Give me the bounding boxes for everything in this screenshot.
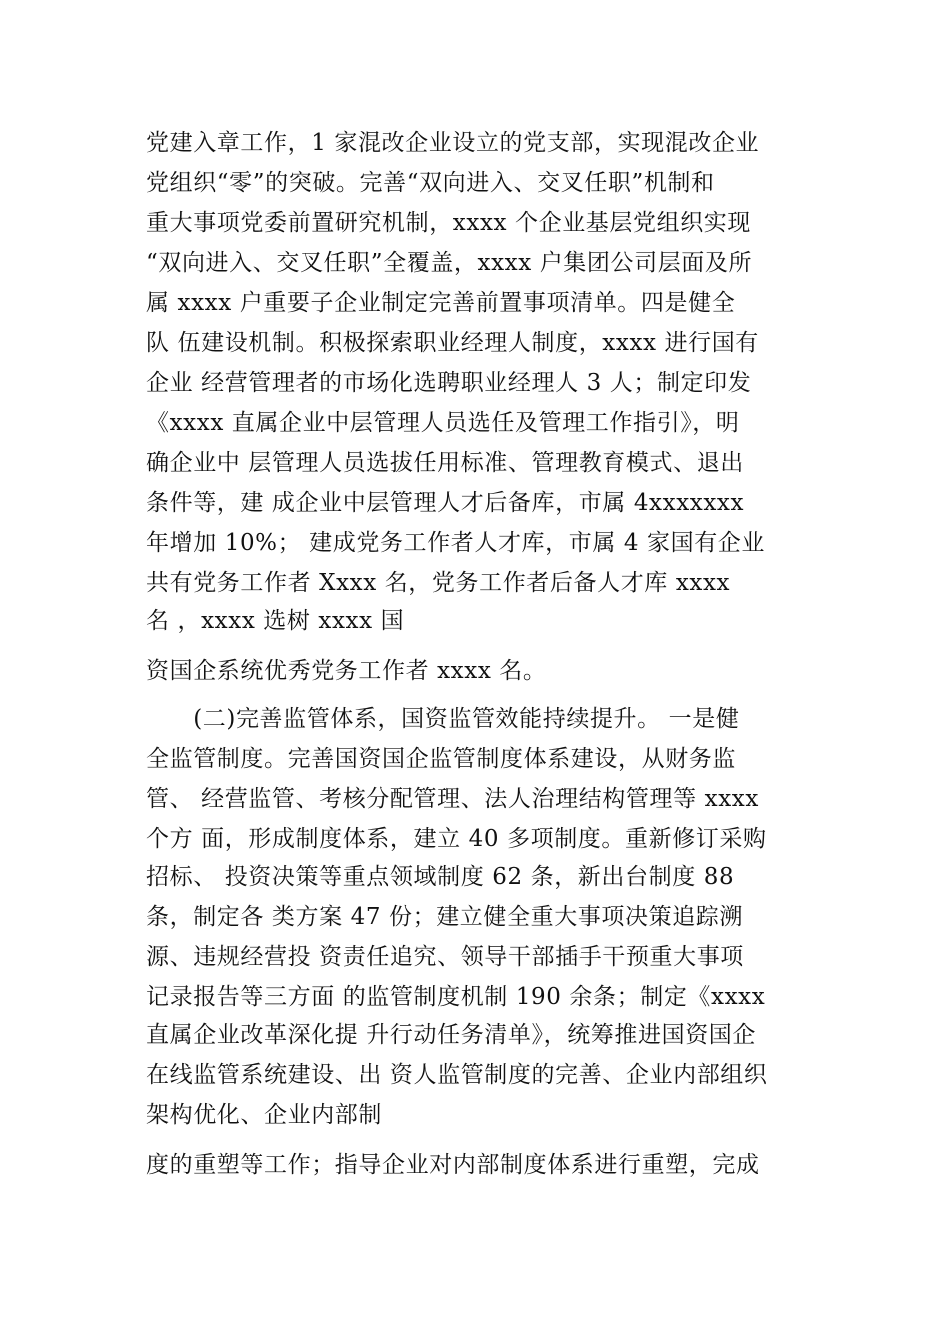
text-line: 架构优化、企业内部制 bbox=[146, 1102, 382, 1128]
text-line: 条，制定各 类方案 47 份；建立健全重大事项决策追踪溯 bbox=[146, 904, 743, 930]
text-line: 年增加 10%； 建成党务工作者人才库，市属 4 家国有企业 bbox=[146, 530, 765, 556]
text-line: 名 ，xxxx 选树 xxxx 国 bbox=[146, 608, 405, 634]
text-line: 党组织“零”的突破。完善“双向进入、交叉任职”机制和 bbox=[146, 170, 715, 196]
text-line: 招标、 投资决策等重点领域制度 62 条，新出台制度 88 bbox=[146, 864, 735, 890]
section-heading-line: (二)完善监管体系，国资监管效能持续提升。 一是健 bbox=[146, 706, 740, 732]
text-line: 队 伍建设机制。积极探索职业经理人制度，xxxx 进行国有 bbox=[146, 330, 759, 356]
text-line: 企业 经营管理者的市场化选聘职业经理人 3 人；制定印发 bbox=[146, 370, 752, 396]
text-line: 个方 面，形成制度体系，建立 40 多项制度。重新修订采购 bbox=[146, 826, 767, 852]
text-line: 重大事项党委前置研究机制，xxxx 个企业基层党组织实现 bbox=[146, 210, 751, 236]
text-line: 直属企业改革深化提 升行动任务清单》，统筹推进国资国企 bbox=[146, 1022, 757, 1048]
text-line: 确企业中 层管理人员选拔任用标准、管理教育模式、退出 bbox=[146, 450, 744, 476]
text-line: 源、违规经营投 资责任追究、领导干部插手干预重大事项 bbox=[146, 944, 744, 970]
text-line: 共有党务工作者 Xxxx 名，党务工作者后备人才库 xxxx bbox=[146, 570, 731, 596]
text-line: 管、 经营监管、考核分配管理、法人治理结构管理等 xxxx bbox=[146, 786, 759, 812]
text-line: 度的重塑等工作；指导企业对内部制度体系进行重塑，完成 bbox=[146, 1152, 760, 1178]
text-line: 党建入章工作，1 家混改企业设立的党支部，实现混改企业 bbox=[146, 130, 760, 156]
text-line: 记录报告等三方面 的监管制度机制 190 余条；制定《xxxx bbox=[146, 984, 766, 1010]
text-line: 全监管制度。完善国资国企监管制度体系建设，从财务监 bbox=[146, 746, 736, 772]
text-line: 属 xxxx 户重要子企业制定完善前置事项清单。四是健全 bbox=[146, 290, 736, 316]
text-line: 在线监管系统建设、出 资人监管制度的完善、企业内部组织 bbox=[146, 1062, 768, 1088]
text-line: 《xxxx 直属企业中层管理人员选任及管理工作指引》，明 bbox=[146, 410, 740, 436]
text-line: 资国企系统优秀党务工作者 xxxx 名。 bbox=[146, 658, 547, 684]
text-line: “双向进入、交叉任职”全覆盖，xxxx 户集团公司层面及所 bbox=[146, 250, 753, 276]
text-line: 条件等，建 成企业中层管理人才后备库，市属 4xxxxxxx bbox=[146, 490, 745, 516]
